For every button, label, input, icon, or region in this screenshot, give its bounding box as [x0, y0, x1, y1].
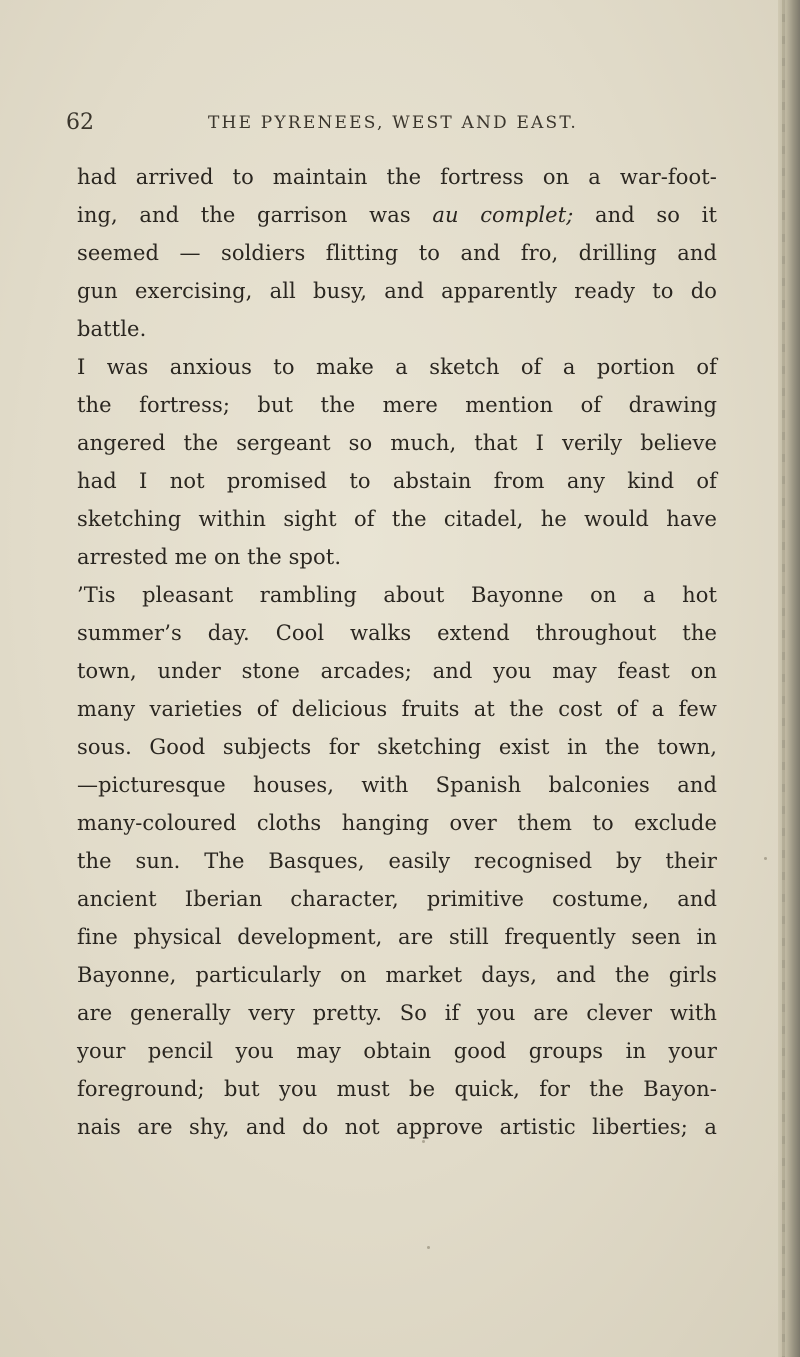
text-line: angered the sergeant so much, that I verily believe: [77, 431, 717, 455]
text-line: fine physical development, are still frequently seen in: [77, 925, 717, 949]
page-number: 62: [66, 110, 94, 135]
text-line: Bayonne, particularly on market days, and the girls: [77, 963, 717, 987]
text-segment: ing, and the garrison was: [77, 203, 433, 227]
text-line: sketching within sight of the citadel, he would have: [77, 507, 717, 531]
page-binding-edge: [778, 0, 800, 1357]
text-line: ancient Iberian character, primitive costume, and: [77, 887, 717, 911]
text-line: many varieties of delicious fruits at the cost of a few: [77, 697, 717, 721]
text-line: had arrived to maintain the fortress on a war-foot-: [77, 165, 717, 189]
text-line: nais are shy, and do not approve artistic liberties; a: [77, 1115, 717, 1139]
text-line: seemed — soldiers flitting to and fro, drilling and: [77, 241, 717, 265]
running-title: THE PYRENEES, WEST AND EAST.: [208, 113, 579, 133]
body-text: [77, 158, 717, 1146]
text-line: your pencil you may obtain good groups in your: [77, 1039, 717, 1063]
text-line: summer’s day. Cool walks extend throughout the: [77, 621, 717, 645]
text-line: [77, 196, 717, 234]
paper-speck: [427, 1246, 430, 1249]
text-line: gun exercising, all busy, and apparently ready to do: [77, 279, 717, 303]
page-header: [66, 108, 706, 138]
text-line: had I not promised to abstain from any kind of: [77, 469, 717, 493]
text-line: town, under stone arcades; and you may feast on: [77, 659, 717, 683]
paper-speck: [422, 1140, 425, 1143]
text-line: the sun. The Basques, easily recognised by their: [77, 849, 717, 873]
paper-speck: [764, 857, 767, 860]
text-line: battle.: [77, 317, 147, 341]
text-line: —picturesque houses, with Spanish balconies and: [77, 773, 717, 797]
text-segment: and so it: [573, 203, 717, 227]
italic-phrase: au complet;: [432, 203, 574, 227]
text-line: arrested me on the spot.: [77, 545, 342, 569]
text-line: foreground; but you must be quick, for the Bayon-: [77, 1077, 717, 1101]
text-line: the fortress; but the mere mention of drawing: [77, 393, 717, 417]
text-line: are generally very pretty. So if you are clever with: [77, 1001, 717, 1025]
text-line: ’Tis pleasant rambling about Bayonne on a hot: [77, 583, 717, 607]
text-line: many-coloured cloths hanging over them to exclude: [77, 811, 717, 835]
text-line: sous. Good subjects for sketching exist in the town,: [77, 735, 717, 759]
text-line: I was anxious to make a sketch of a portion of: [77, 355, 717, 379]
